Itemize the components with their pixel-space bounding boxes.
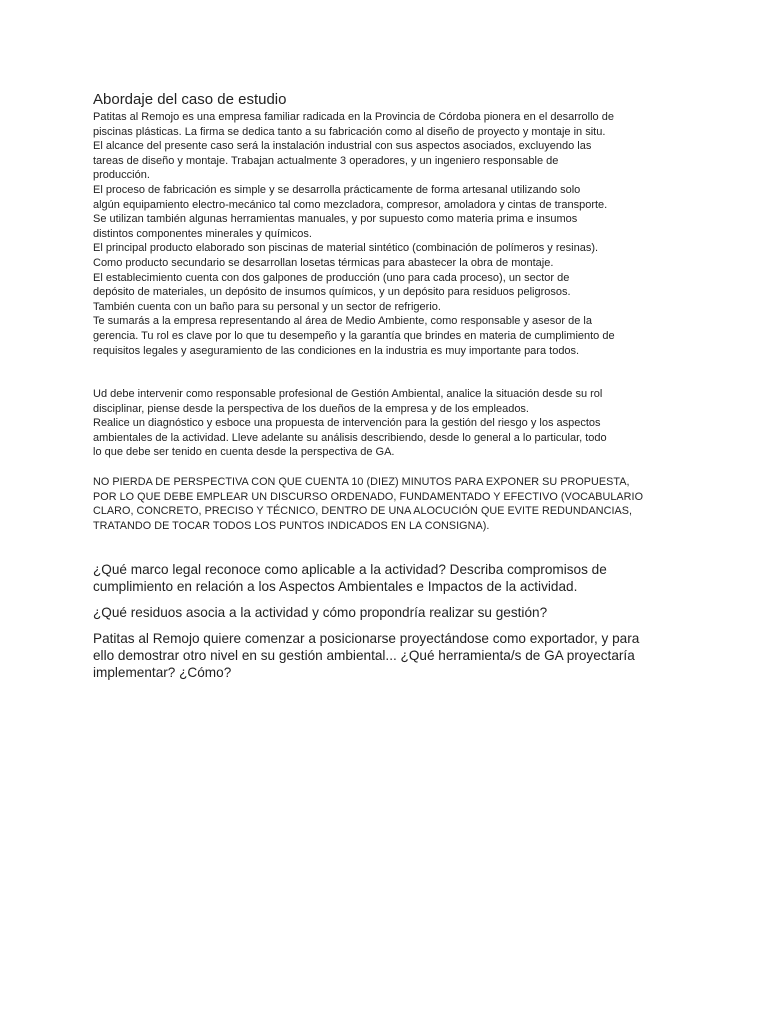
- intro-line: El principal producto elaborado son piscinas de material sintético (combinación de polímeros y resinas).: [93, 242, 599, 255]
- intro-line: depósito de materiales, un depósito de insumos químicos, y un depósito para residuos peligrosos.: [93, 286, 571, 299]
- questions-list: [93, 561, 683, 681]
- intro-line: Se utilizan también algunas herramientas manuales, y por supuesto como materia prima e insumos: [93, 213, 578, 226]
- intro-line: Como producto secundario se desarrollan losetas térmicas para abastecer la obra de montaje.: [93, 256, 554, 269]
- instruction-line: ambientales de la actividad. Lleve adelante su análisis describiendo, desde lo general a lo particular, todo: [93, 431, 607, 444]
- document-title: Abordaje del caso de estudio: [93, 91, 287, 108]
- instruction-paragraph: [93, 387, 683, 460]
- question-line: Patitas al Remojo quiere comenzar a posicionarse proyectándose como exportador, y para: [93, 631, 640, 647]
- instruction-line: disciplinar, piense desde la perspectiva de los dueños de la empresa y de los empleados.: [93, 402, 529, 415]
- spacer: [93, 460, 683, 475]
- intro-line: producción.: [93, 169, 150, 182]
- intro-line: distintos componentes minerales y químicos.: [93, 227, 312, 240]
- warning-line: TRATANDO DE TOCAR TODOS LOS PUNTOS INDICADOS EN LA CONSIGNA).: [93, 519, 490, 532]
- intro-paragraph: [93, 110, 683, 358]
- spacer: [93, 533, 683, 561]
- question-item: [93, 630, 683, 681]
- warning-line: POR LO QUE DEBE EMPLEAR UN DISCURSO ORDENADO, FUNDAMENTADO Y EFECTIVO (VOCABULARIO: [93, 490, 644, 503]
- intro-line: piscinas plásticas. La firma se dedica tanto a su fabricación como al diseño de proyecto y montaje in situ.: [93, 125, 606, 138]
- question-line: implementar? ¿Cómo?: [93, 665, 232, 681]
- warning-line: CLARO, CONCRETO, PRECISO Y TÉCNICO, DENTRO DE UNA ALOCUCIÓN QUE EVITE REDUNDANCIAS,: [93, 505, 633, 518]
- intro-line: Patitas al Remojo es una empresa familiar radicada en la Provincia de Córdoba pionera en el desarrollo de: [93, 111, 614, 123]
- instruction-line: Ud debe intervenir como responsable profesional de Gestión Ambiental, analice la situación desde su rol: [93, 388, 603, 401]
- intro-line: También cuenta con un baño para su personal y un sector de refrigerio.: [93, 300, 441, 313]
- question-item: [93, 604, 683, 621]
- document-page: [93, 90, 683, 681]
- instruction-line: Realice un diagnóstico y esboce una propuesta de intervención para la gestión del riesgo y los aspectos: [93, 417, 601, 430]
- instruction-line: lo que debe ser tenido en cuenta desde la perspectiva de GA.: [93, 446, 395, 459]
- question-line: ¿Qué marco legal reconoce como aplicable a la actividad? Describa compromisos de: [93, 562, 607, 578]
- intro-line: Te sumarás a la empresa representando al área de Medio Ambiente, como responsable y asesor de la: [93, 315, 592, 328]
- question-line: ello demostrar otro nivel en su gestión ambiental... ¿Qué herramienta/s de GA proyectaría: [93, 648, 635, 664]
- intro-line: algún equipamiento electro-mecánico tal como mezcladora, compresor, amoladora y cintas de transporte.: [93, 198, 608, 211]
- intro-line: tareas de diseño y montaje. Trabajan actualmente 3 operadores, y un ingeniero responsable de: [93, 154, 559, 167]
- question-item: [93, 561, 683, 595]
- question-line: ¿Qué residuos asocia a la actividad y cómo propondría realizar su gestión?: [93, 605, 548, 621]
- intro-line: El proceso de fabricación es simple y se desarrolla prácticamente de forma artesanal utilizando solo: [93, 183, 581, 196]
- question-line: cumplimiento en relación a los Aspectos Ambientales e Impactos de la actividad.: [93, 579, 578, 595]
- spacer: [93, 358, 683, 387]
- intro-line: El establecimiento cuenta con dos galpones de producción (uno para cada proceso), un sector de: [93, 271, 570, 284]
- intro-line: El alcance del presente caso será la instalación industrial con sus aspectos asociados, excluyendo las: [93, 140, 592, 153]
- warning-paragraph: [93, 475, 683, 533]
- intro-line: gerencia. Tu rol es clave por lo que tu desempeño y la garantía que brindes en materia de cumplimiento de: [93, 329, 615, 342]
- warning-line: NO PIERDA DE PERSPECTIVA CON QUE CUENTA 10 (DIEZ) MINUTOS PARA EXPONER SU PROPUESTA,: [93, 476, 630, 489]
- intro-line: requisitos legales y aseguramiento de las condiciones en la industria es muy importante para todos.: [93, 344, 580, 357]
- spacer: [93, 595, 683, 604]
- spacer: [93, 621, 683, 630]
